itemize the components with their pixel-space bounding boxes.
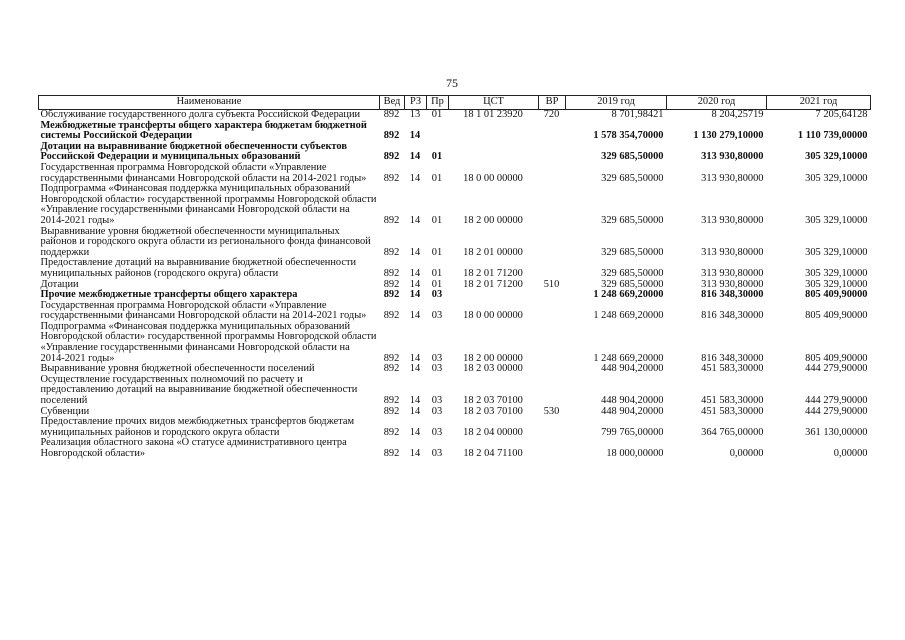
row-cst: 18 2 03 70100 <box>463 395 523 407</box>
row-2020: 451 583,30000 <box>701 405 764 417</box>
row-ved: 892 <box>383 289 400 301</box>
table-row <box>39 301 871 322</box>
row-2019: 329 685,50000 <box>601 172 664 184</box>
row-name: Подпрограмма «Финансовая поддержка муниципальных образований Новгородской области» государственной программы Новгородской области «Управление государственными финансами Новгородской области на 2014-2021 годы» <box>40 183 377 226</box>
header-2020: 2020 год <box>667 96 767 110</box>
row-cst <box>449 142 539 163</box>
row-name: Выравнивание уровня бюджетной обеспеченности поселений <box>40 363 315 375</box>
row-cst: 18 2 01 00000 <box>463 246 523 258</box>
row-vr <box>539 417 566 438</box>
row-2020: 451 583,30000 <box>701 363 764 375</box>
row-2019: 448 904,20000 <box>601 363 664 375</box>
row-cst: 18 1 01 23920 <box>463 109 523 120</box>
table-row <box>39 417 871 438</box>
row-vr <box>539 301 566 322</box>
row-cst: 18 2 00 00000 <box>463 352 523 364</box>
row-2020: 8 204,25719 <box>711 109 764 120</box>
table-row <box>39 184 871 226</box>
row-pr: 03 <box>431 352 443 364</box>
row-2020: 0,00000 <box>729 448 764 459</box>
row-name: Государственная программа Новгородской области «Управление государственными финансами Новгородской области на 2014-2021 годы» <box>40 299 367 322</box>
row-ved: 892 <box>383 109 400 120</box>
table-header <box>39 96 871 110</box>
row-rz: 14 <box>409 267 421 279</box>
row-vr <box>539 364 566 375</box>
row-2020: 313 930,80000 <box>701 278 764 290</box>
row-2020: 313 930,80000 <box>701 267 764 279</box>
row-ved: 892 <box>383 278 400 290</box>
row-2021: 305 329,10000 <box>805 278 868 290</box>
row-rz: 14 <box>409 426 421 438</box>
row-pr: 01 <box>431 151 443 163</box>
row-2020: 816 348,30000 <box>701 352 764 364</box>
row-cst: 18 2 01 71200 <box>463 278 523 290</box>
table-body <box>39 110 871 460</box>
row-2021: 805 409,90000 <box>805 289 868 301</box>
row-2021: 1 110 739,00000 <box>797 130 868 142</box>
row-cst <box>449 121 539 142</box>
table-row <box>39 142 871 163</box>
row-ved: 892 <box>383 405 400 417</box>
row-name: Предоставление прочих видов межбюджетных трансфертов бюджетам муниципальных районов и городского округа области <box>40 416 355 438</box>
row-name: Обслуживание государственного долга субъекта Российской Федерации <box>40 109 361 120</box>
row-vr <box>539 258 566 279</box>
row-2021: 444 279,90000 <box>805 405 868 417</box>
row-rz: 14 <box>409 172 421 184</box>
row-2019: 329 685,50000 <box>601 214 664 226</box>
row-2019: 1 248 669,20000 <box>593 352 664 364</box>
row-pr: 01 <box>431 172 443 184</box>
row-2021: 305 329,10000 <box>805 172 868 184</box>
row-ved: 892 <box>383 246 400 258</box>
header-vr: ВР <box>539 96 566 110</box>
header-row <box>39 96 871 110</box>
row-rz: 14 <box>409 246 421 258</box>
row-2019: 1 248 669,20000 <box>593 289 664 301</box>
table-row <box>39 227 871 259</box>
row-rz: 14 <box>409 352 421 364</box>
row-2020: 1 130 279,10000 <box>693 130 764 142</box>
row-2021: 805 409,90000 <box>805 310 868 322</box>
row-ved: 892 <box>383 448 400 459</box>
row-2021: 444 279,90000 <box>805 363 868 375</box>
row-vr <box>539 121 566 142</box>
row-2019: 799 765,00000 <box>601 426 664 438</box>
table-row <box>39 163 871 184</box>
row-name: Прочие межбюджетные трансферты общего характера <box>40 289 298 301</box>
row-cst: 18 2 04 71100 <box>463 448 523 459</box>
row-cst: 18 0 00 00000 <box>463 172 523 184</box>
row-cst: 18 2 04 00000 <box>463 426 523 438</box>
row-rz: 14 <box>409 363 421 375</box>
row-vr: 720 <box>543 109 560 120</box>
row-name: Государственная программа Новгородской области «Управление государственными финансами Новгородской области на 2014-2021 годы» <box>40 161 367 184</box>
row-cst: 18 0 00 00000 <box>463 310 523 322</box>
row-name: Дотации на выравнивание бюджетной обеспеченности субъектов Российской Федерации и муниципальных образований <box>40 140 347 163</box>
row-name: Реализация областного закона «О статусе административного центра Новгородской области» <box>40 437 347 459</box>
header-rz: РЗ <box>405 96 427 110</box>
row-2020: 816 348,30000 <box>701 289 764 301</box>
row-cst: 18 2 03 00000 <box>463 363 523 375</box>
row-ved: 892 <box>383 151 400 163</box>
row-pr: 03 <box>431 448 443 459</box>
header-ved: Вед <box>380 96 405 110</box>
table-row <box>39 258 871 279</box>
row-pr: 01 <box>431 246 443 258</box>
row-rz: 14 <box>409 310 421 322</box>
row-pr: 03 <box>431 395 443 407</box>
row-pr: 01 <box>431 109 443 120</box>
row-rz: 14 <box>409 289 421 301</box>
row-ved: 892 <box>383 426 400 438</box>
row-rz: 13 <box>409 109 421 120</box>
row-2021: 305 329,10000 <box>805 246 868 258</box>
row-ved: 892 <box>383 214 400 226</box>
row-vr: 510 <box>543 278 560 290</box>
row-ved: 892 <box>383 172 400 184</box>
row-ved: 892 <box>383 267 400 279</box>
row-pr: 01 <box>431 278 443 290</box>
row-pr: 03 <box>431 289 443 301</box>
row-rz: 14 <box>409 405 421 417</box>
row-2019: 1 578 354,70000 <box>593 130 664 142</box>
header-pr: Пр <box>427 96 449 110</box>
row-vr <box>539 184 566 226</box>
row-2021: 0,00000 <box>833 448 868 459</box>
row-vr <box>539 375 566 407</box>
row-rz: 14 <box>409 151 421 163</box>
row-2021: 305 329,10000 <box>805 151 868 163</box>
row-2021: 805 409,90000 <box>805 352 868 364</box>
row-pr: 03 <box>431 426 443 438</box>
row-2019: 329 685,50000 <box>601 278 664 290</box>
row-pr <box>427 121 449 142</box>
row-2019: 329 685,50000 <box>601 151 664 163</box>
row-name: Осуществление государственных полномочий по расчету и предоставлению дотаций на выравнивание бюджетной обеспеченности поселений <box>40 373 358 407</box>
row-name: Субвенции <box>40 405 90 417</box>
row-ved: 892 <box>383 352 400 364</box>
row-2020: 816 348,30000 <box>701 310 764 322</box>
header-2019: 2019 год <box>566 96 667 110</box>
row-2020: 313 930,80000 <box>701 172 764 184</box>
row-name: Подпрограмма «Финансовая поддержка муниципальных образований Новгородской области» государственной программы Новгородской области «Управление государственными финансами Новгородской области на 2014-2021 годы» <box>40 320 377 364</box>
row-2019: 329 685,50000 <box>601 246 664 258</box>
table-row <box>39 375 871 407</box>
row-2020: 451 583,30000 <box>701 395 764 407</box>
row-rz: 14 <box>409 395 421 407</box>
row-ved: 892 <box>383 310 400 322</box>
row-2021: 305 329,10000 <box>805 267 868 279</box>
row-ved: 892 <box>383 395 400 407</box>
row-vr: 530 <box>543 405 560 417</box>
row-vr <box>539 227 566 259</box>
page-number: 75 <box>446 76 458 90</box>
row-pr: 01 <box>431 214 443 226</box>
budget-table <box>38 95 871 460</box>
header-2021: 2021 год <box>767 96 871 110</box>
table-row <box>39 121 871 142</box>
row-2019: 448 904,20000 <box>601 405 664 417</box>
row-2021: 7 205,64128 <box>815 109 868 120</box>
row-name: Межбюджетные трансферты общего характера бюджетам бюджетной системы Российской Федерации <box>40 119 367 142</box>
row-vr <box>539 438 566 459</box>
row-2021: 361 130,00000 <box>805 426 868 438</box>
row-pr: 03 <box>431 363 443 375</box>
row-2019: 329 685,50000 <box>601 267 664 279</box>
row-2020: 313 930,80000 <box>701 151 764 163</box>
row-2019: 448 904,20000 <box>601 395 664 407</box>
table-row <box>39 322 871 364</box>
row-pr: 03 <box>431 405 443 417</box>
row-cst: 18 2 03 70100 <box>463 405 523 417</box>
row-cst: 18 2 01 71200 <box>463 267 523 279</box>
row-pr: 03 <box>431 310 443 322</box>
row-name: Предоставление дотаций на выравнивание бюджетной обеспеченности муниципальных районов (городского округа) области <box>40 257 357 279</box>
row-rz: 14 <box>409 214 421 226</box>
table-row <box>39 438 871 459</box>
table-row <box>39 110 871 121</box>
row-2021: 444 279,90000 <box>805 395 868 407</box>
row-rz: 14 <box>409 278 421 290</box>
row-cst: 18 2 00 00000 <box>463 214 523 226</box>
row-pr: 01 <box>431 267 443 279</box>
row-vr <box>539 322 566 364</box>
row-vr <box>539 290 566 301</box>
row-rz: 14 <box>409 448 421 459</box>
row-2020: 364 765,00000 <box>701 426 764 438</box>
row-cst <box>449 290 539 301</box>
header-name: Наименование <box>39 96 380 110</box>
header-cst: ЦСТ <box>449 96 539 110</box>
row-2019: 8 701,98421 <box>611 109 664 120</box>
row-name: Дотации <box>40 278 79 290</box>
row-2019: 1 248 669,20000 <box>593 310 664 322</box>
row-vr <box>539 163 566 184</box>
row-2020: 313 930,80000 <box>701 246 764 258</box>
row-vr <box>539 142 566 163</box>
row-ved: 892 <box>383 363 400 375</box>
row-2020: 313 930,80000 <box>701 214 764 226</box>
row-name: Выравнивание уровня бюджетной обеспеченности муниципальных районов и городского округа области из регионального фонда финансовой поддержки <box>40 225 371 258</box>
row-2021: 305 329,10000 <box>805 214 868 226</box>
row-rz: 14 <box>409 130 421 142</box>
row-ved: 892 <box>383 130 400 142</box>
row-2019: 18 000,00000 <box>606 448 664 459</box>
